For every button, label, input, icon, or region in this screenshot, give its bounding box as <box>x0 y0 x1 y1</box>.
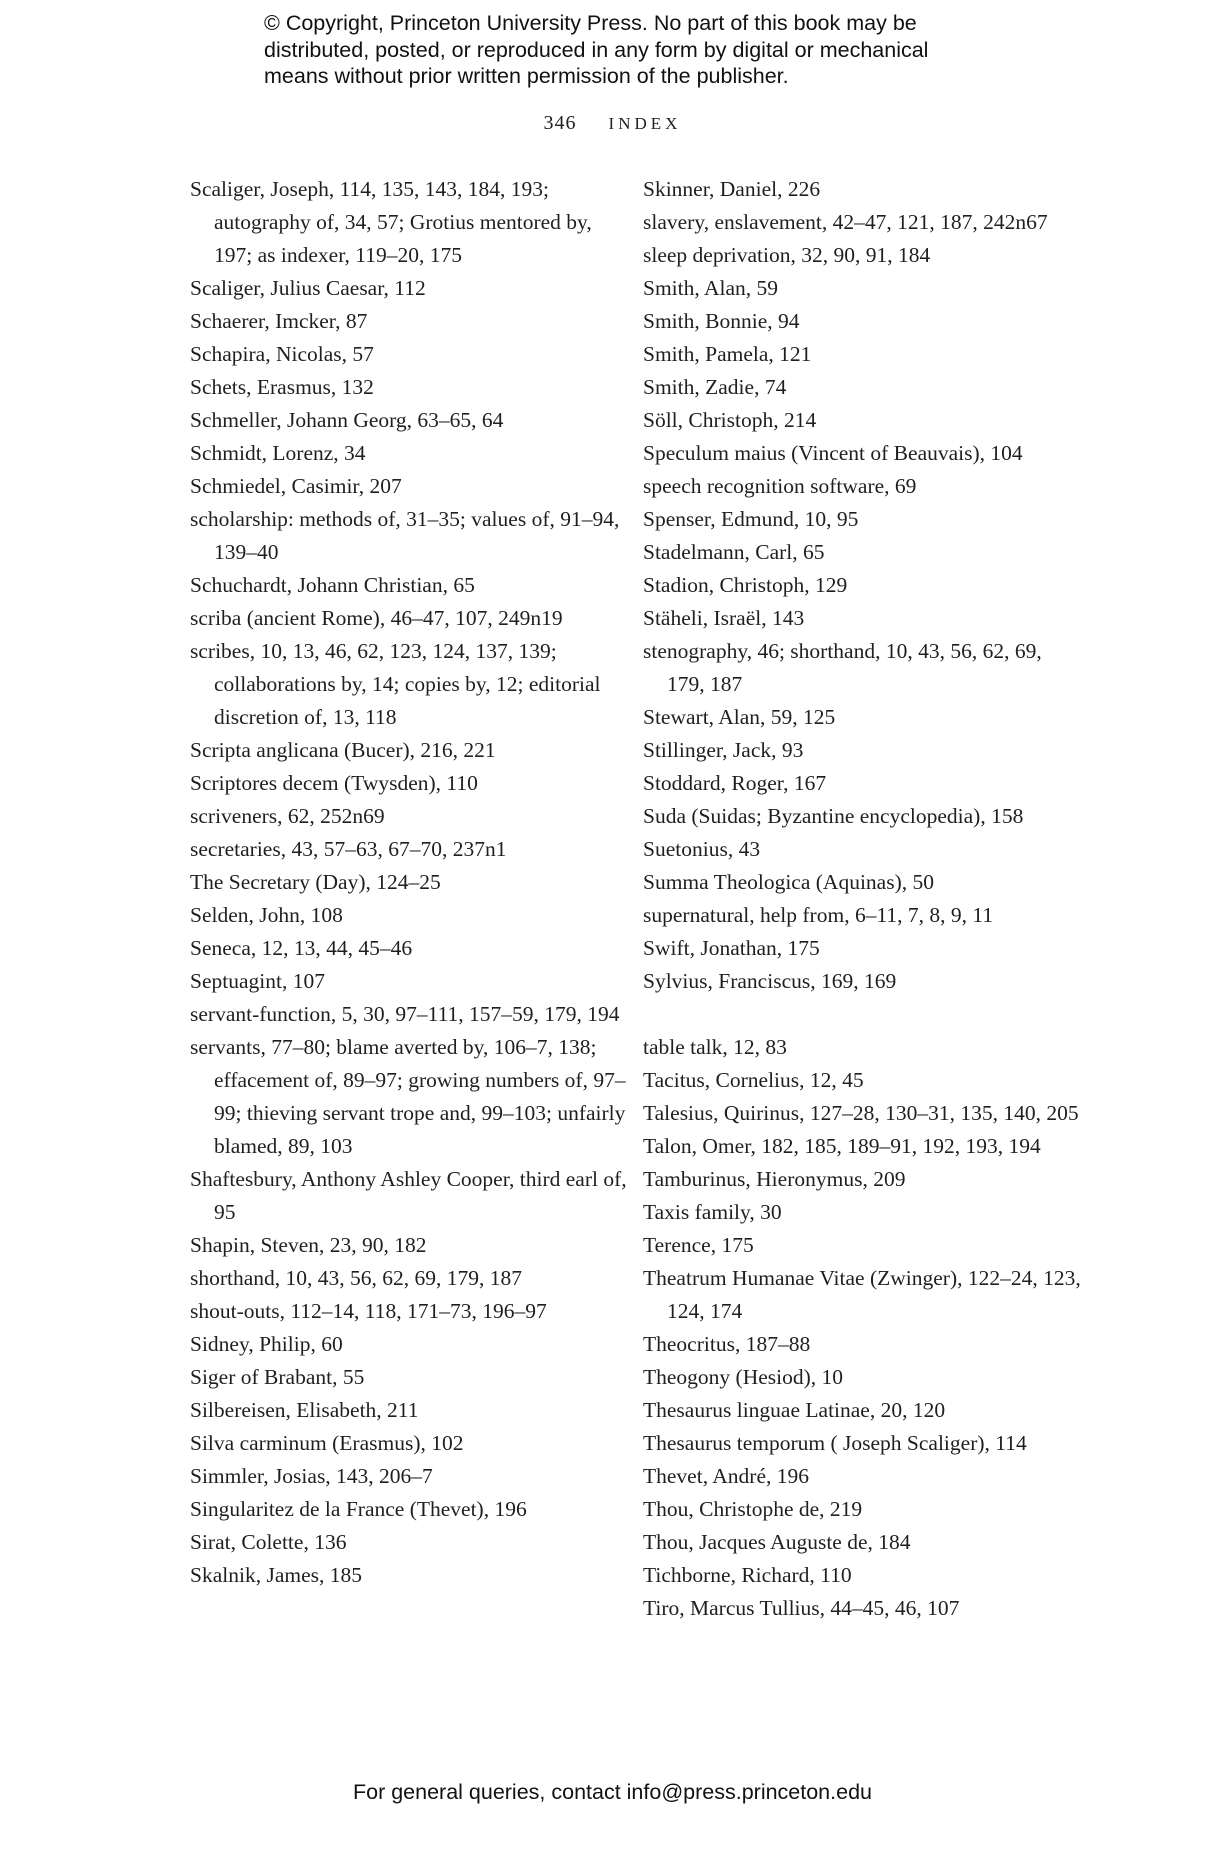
index-entry: sleep deprivation, 32, 90, 91, 184 <box>643 243 931 267</box>
index-column-left <box>190 173 630 1592</box>
index-entry: scribes, 10, 13, 46, 62, 123, 124, 137, 139; collaborations by, 14; copies by, 12; editorial discretion of, 13, 118 <box>190 639 601 729</box>
index-entry: Talesius, Quirinus, 127–28, 130–31, 135, 140, 205 <box>643 1101 1079 1125</box>
index-entry: speech recognition software, 69 <box>643 474 917 498</box>
index-entry: Stadion, Christoph, 129 <box>643 573 848 597</box>
index-entry: Septuagint, 107 <box>190 969 325 993</box>
index-entry: Stillinger, Jack, 93 <box>643 738 804 762</box>
index-entry: Suda (Suidas; Byzantine encyclopedia), 158 <box>643 804 1024 828</box>
index-entry: Singularitez de la France (Thevet), 196 <box>190 1497 527 1521</box>
index-entry: scholarship: methods of, 31–35; values of, 91–94, 139–40 <box>190 507 620 564</box>
index-entry: servants, 77–80; blame averted by, 106–7, 138; effacement of, 89–97; growing numbers of, 97–99; thieving servant trope and, 99–103; unfairly blamed, 89, 103 <box>190 1035 626 1158</box>
index-entry: Schmeller, Johann Georg, 63–65, 64 <box>190 408 504 432</box>
index-entry: shorthand, 10, 43, 56, 62, 69, 179, 187 <box>190 1266 523 1290</box>
running-head <box>0 112 1225 135</box>
index-entry: scriba (ancient Rome), 46–47, 107, 249n19 <box>190 606 563 630</box>
index-entry: Tamburinus, Hieronymus, 209 <box>643 1167 906 1191</box>
index-entry: Swift, Jonathan, 175 <box>643 936 820 960</box>
index-entry: Scriptores decem (Twysden), 110 <box>190 771 478 795</box>
index-entry: Theocritus, 187–88 <box>643 1332 811 1356</box>
index-entry: Thou, Christophe de, 219 <box>643 1497 863 1521</box>
index-entry: Thevet, André, 196 <box>643 1464 809 1488</box>
index-entry: Sylvius, Franciscus, 169, 169 <box>643 969 897 993</box>
index-entry: Summa Theologica (Aquinas), 50 <box>643 870 934 894</box>
index-entry: Suetonius, 43 <box>643 837 761 861</box>
index-entry: Schaerer, Imcker, 87 <box>190 309 368 333</box>
index-entry: Smith, Alan, 59 <box>643 276 778 300</box>
index-entry: Theogony (Hesiod), 10 <box>643 1365 844 1389</box>
index-entry: Stadelmann, Carl, 65 <box>643 540 825 564</box>
index-column-right <box>643 173 1083 1625</box>
index-entry: Smith, Pamela, 121 <box>643 342 812 366</box>
index-entry: Thesaurus temporum ( Joseph Scaliger), 114 <box>643 1431 1027 1455</box>
index-entry: Stoddard, Roger, 167 <box>643 771 827 795</box>
index-entry: supernatural, help from, 6–11, 7, 8, 9, 11 <box>643 903 994 927</box>
index-entry: slavery, enslavement, 42–47, 121, 187, 242n67 <box>643 210 1048 234</box>
index-entry: Scripta anglicana (Bucer), 216, 221 <box>190 738 496 762</box>
index-entry: Scaliger, Julius Caesar, 112 <box>190 276 426 300</box>
copyright-notice <box>264 10 1024 90</box>
index-entry: Theatrum Humanae Vitae (Zwinger), 122–24, 123, 124, 174 <box>643 1266 1081 1323</box>
index-entry: Speculum maius (Vincent of Beauvais), 104 <box>643 441 1023 465</box>
index-entry: Stewart, Alan, 59, 125 <box>643 705 836 729</box>
index-entry: Schmiedel, Casimir, 207 <box>190 474 402 498</box>
index-entry: The Secretary (Day), 124–25 <box>190 870 441 894</box>
index-entry: Shapin, Steven, 23, 90, 182 <box>190 1233 427 1257</box>
copyright-line: distributed, posted, or reproduced in any form by digital or mechanical <box>264 37 929 62</box>
section-title: INDEX <box>608 114 682 133</box>
page-number: 346 <box>543 112 577 134</box>
index-entry: Thesaurus linguae Latinae, 20, 120 <box>643 1398 946 1422</box>
index-entry: Skalnik, James, 185 <box>190 1563 362 1587</box>
index-entry: Spenser, Edmund, 10, 95 <box>643 507 859 531</box>
index-entry: table talk, 12, 83 <box>643 1035 787 1059</box>
index-entry: Skinner, Daniel, 226 <box>643 177 821 201</box>
footer-contact: For general queries, contact info@press.princeton.edu <box>352 1780 872 1804</box>
index-entry: Thou, Jacques Auguste de, 184 <box>643 1530 911 1554</box>
index-entry: Seneca, 12, 13, 44, 45–46 <box>190 936 413 960</box>
index-entry: secretaries, 43, 57–63, 67–70, 237n1 <box>190 837 507 861</box>
index-entry: Söll, Christoph, 214 <box>643 408 817 432</box>
index-entry: Scaliger, Joseph, 114, 135, 143, 184, 193; autography of, 34, 57; Grotius mentored by, 197; as indexer, 119–20, 175 <box>190 177 592 267</box>
index-entry: stenography, 46; shorthand, 10, 43, 56, 62, 69, 179, 187 <box>643 639 1042 696</box>
index-entry: Schapira, Nicolas, 57 <box>190 342 374 366</box>
index-entry: Silbereisen, Elisabeth, 211 <box>190 1398 419 1422</box>
index-entry: servant-function, 5, 30, 97–111, 157–59, 179, 194 <box>190 1002 620 1026</box>
index-entry: Schuchardt, Johann Christian, 65 <box>190 573 475 597</box>
index-entry: Taxis family, 30 <box>643 1200 782 1224</box>
index-entry: Tichborne, Richard, 110 <box>643 1563 852 1587</box>
index-entry: Smith, Zadie, 74 <box>643 375 787 399</box>
index-entry: Simmler, Josias, 143, 206–7 <box>190 1464 433 1488</box>
index-entry: Sirat, Colette, 136 <box>190 1530 347 1554</box>
index-entry: Schets, Erasmus, 132 <box>190 375 374 399</box>
index-entry: Sidney, Philip, 60 <box>190 1332 343 1356</box>
index-entry: Shaftesbury, Anthony Ashley Cooper, third earl of, 95 <box>190 1167 627 1224</box>
letter-group-gap <box>643 998 1083 1031</box>
index-entry: scriveners, 62, 252n69 <box>190 804 385 828</box>
index-entry: Silva carminum (Erasmus), 102 <box>190 1431 464 1455</box>
index-entry: Tacitus, Cornelius, 12, 45 <box>643 1068 864 1092</box>
index-entry: Siger of Brabant, 55 <box>190 1365 365 1389</box>
copyright-line: means without prior written permission of the publisher. <box>264 64 789 88</box>
index-entry: Selden, John, 108 <box>190 903 343 927</box>
index-entry: Talon, Omer, 182, 185, 189–91, 192, 193, 194 <box>643 1134 1041 1158</box>
index-entry: Schmidt, Lorenz, 34 <box>190 441 366 465</box>
index-entry: Smith, Bonnie, 94 <box>643 309 800 333</box>
copyright-line: © Copyright, Princeton University Press. No part of this book may be <box>264 11 917 35</box>
index-entry: shout-outs, 112–14, 118, 171–73, 196–97 <box>190 1299 547 1323</box>
index-entry: Stäheli, Israël, 143 <box>643 606 805 630</box>
index-entry: Terence, 175 <box>643 1233 754 1257</box>
index-entry: Tiro, Marcus Tullius, 44–45, 46, 107 <box>643 1596 960 1620</box>
